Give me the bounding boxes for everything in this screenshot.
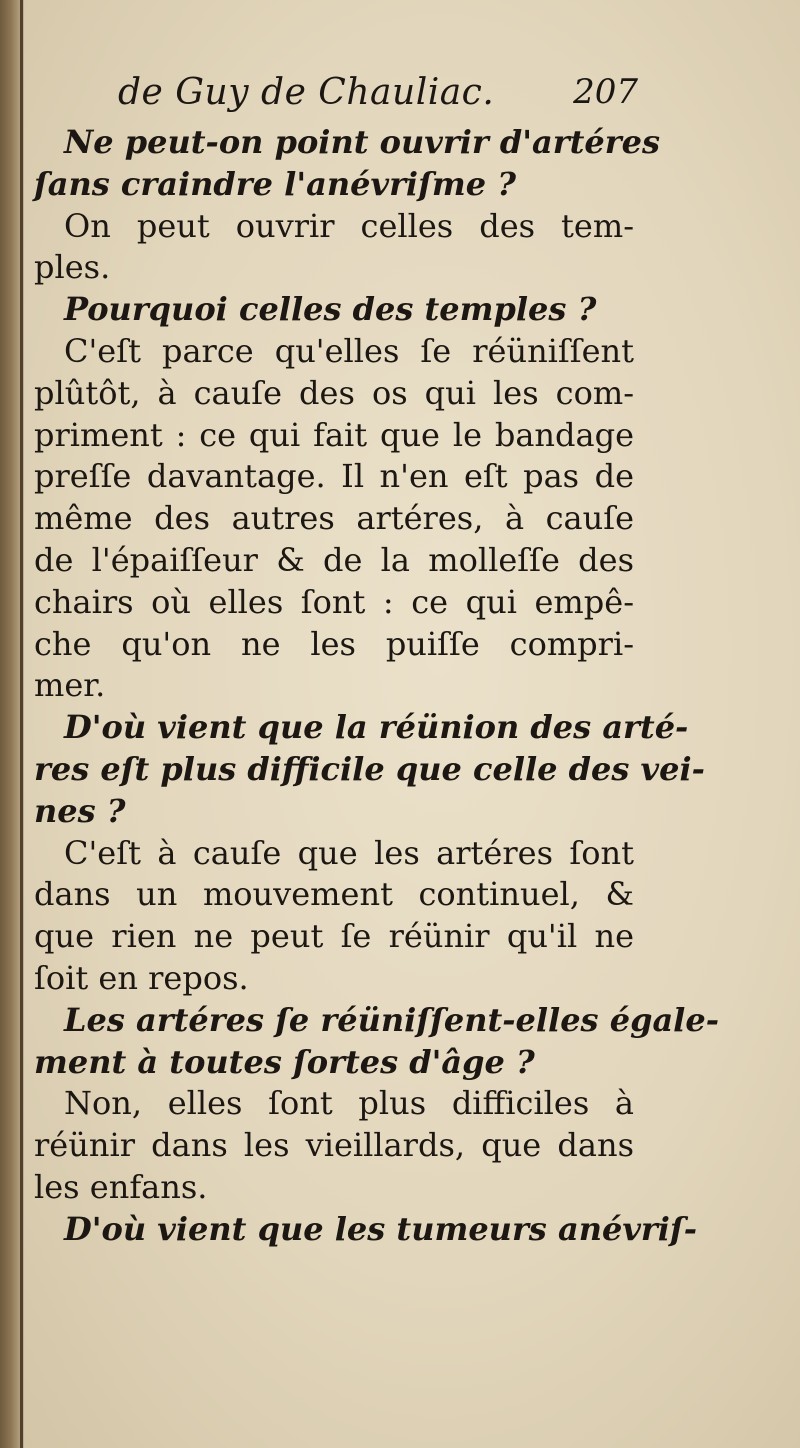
question-line: Ne peut-on point ouvrir d'artéres	[64, 123, 660, 161]
question-line: Les artéres ſe réüniſſent-elles égale-	[64, 1000, 719, 1039]
answer-line: mer.	[34, 666, 106, 705]
question-line: D'où vient que les tumeurs anévriſ-	[64, 1209, 697, 1248]
answer-line: réünir dans les vieillards, que dans	[34, 1126, 634, 1165]
question-line: ment à toutes ſortes d'âge ?	[34, 1042, 535, 1081]
answer-line: plûtôt, à cauſe des os qui les com-	[34, 373, 634, 412]
answer-line: les enfans.	[34, 1167, 208, 1206]
answer-line: que rien ne peut ſe réünir qu'il ne	[34, 917, 634, 956]
answer-line: priment : ce qui fait que le bandage	[34, 415, 634, 454]
answer-line: On peut ouvrir celles des tem-	[64, 206, 634, 245]
answer-line: chairs où elles ſont : ce qui empê-	[34, 582, 634, 621]
answer-line: preſſe davantage. Il n'en eſt pas de	[34, 457, 634, 496]
answer-line: C'eſt parce qu'elles ſe réüniſſent	[64, 331, 634, 370]
question-line: ſans craindre l'anévriſme ?	[34, 164, 516, 203]
answer-line: ſoit en repos.	[34, 958, 249, 997]
answer-line: même des autres artéres, à cauſe	[34, 499, 634, 538]
question-line: nes ?	[34, 791, 126, 830]
answer-line: che qu'on ne les puiſſe compri-	[34, 624, 634, 663]
running-head	[118, 72, 638, 122]
answer-line: Non, elles ſont plus difficiles à	[64, 1084, 634, 1123]
gutter-edge	[20, 0, 23, 1448]
question-line: Pourquoi celles des temples ?	[64, 290, 597, 329]
text-block	[34, 122, 719, 1251]
answer-line: de l'épaiſſeur & de la molleſſe des	[34, 540, 634, 579]
page-number: 207	[573, 72, 638, 112]
running-title: de Guy de Chauliac.	[118, 72, 495, 113]
answer-line: dans un mouvement continuel, &	[34, 875, 634, 914]
answer-line: ples.	[34, 248, 111, 287]
question-line: res eſt plus difficile que celle des vei-	[34, 749, 705, 788]
answer-line: C'eſt à cauſe que les artéres ſont	[64, 833, 634, 872]
question-line: D'où vient que la réünion des arté-	[64, 708, 689, 747]
